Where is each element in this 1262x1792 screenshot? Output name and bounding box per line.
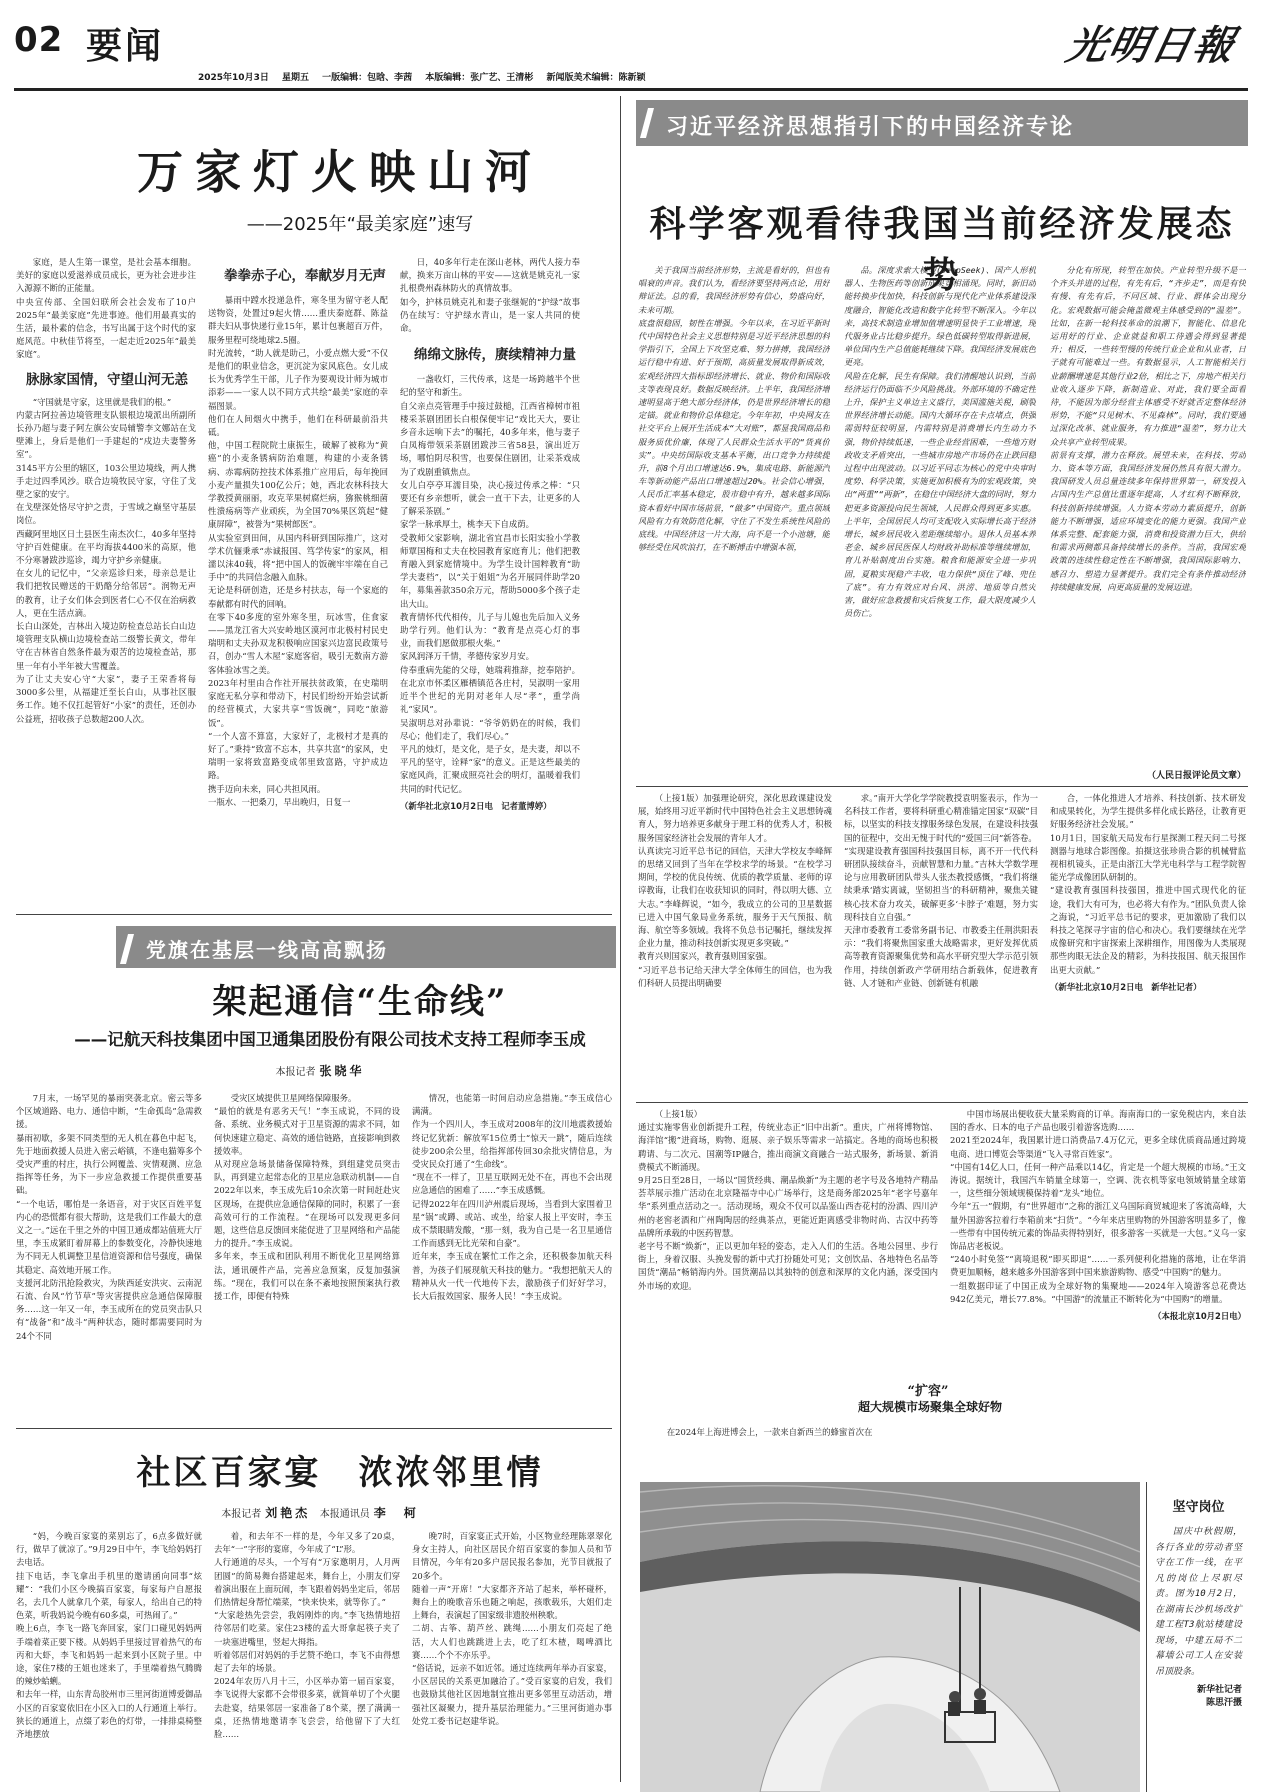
lead-subhead-3: 绵绵文脉传，赓续精神力量: [414, 347, 576, 364]
consume-credit: （本报北京10月2日电）: [1153, 1311, 1246, 1322]
lead-headline: 万家灯火映山河: [137, 145, 543, 199]
community-byline: [160, 1504, 480, 1521]
lead-subhead-1: 脉脉家国情，守望山河无恙: [26, 371, 188, 388]
community-text-1: “妈，今晚百家宴的菜别忘了，6点多做好就行，做早了就凉了。”9月29日中午，李飞给妈妈打去电话。 挂下电话，李飞拿出手机里的邀请函向同事“炫耀”：“我们小区今晚搞百家宴，每家每户自愿报名，去几个人就拿几个菜，每家人，给出自己的特色菜，听我妈说今晚有60多桌，可热闹了。” 晚上6点，李飞一路飞奔回家，家门口碰见妈妈两手端着菜正要下楼。从妈妈手里接过冒着热气的布丙和大虾，李飞和妈妈一起来到小区院子里。中途，家住7楼的王姐也迷来了，手里端着热气腾腾的辣炒蛤蜊。 和去年一样，山东青岛胶州市三里河街道博爱御品小区的百家宴依旧在小区入口的人行通道上举行。狭长的通道上，点缀了彩色的灯带，一排排桌椅整齐地摆放: [16, 1531, 202, 1740]
section-name: 要闻: [86, 25, 165, 67]
party-column-3: [412, 1092, 612, 1422]
consume-column-1: [638, 1108, 938, 1370]
lead-column-3: [400, 256, 580, 908]
community-column-1: [16, 1530, 202, 1788]
mid-column-1: [638, 792, 832, 1096]
editors-page: 本版编辑：张广艺、王清彬: [425, 73, 534, 83]
lead-column-2: [208, 256, 388, 908]
consume-text-2: 中国市场展出便收获大量采购商的订单。海南海口的一家免税店内，来自法国的香水、日本的电子产品也吸引着游客选购…… 2021至2024年，我国累计进口消费品7.4万亿元，更多全球优质商品通过跨境电商、进口博览会等渠道“飞入寻常百姓家”。 “中国有14亿人口，任何一种产品乘以14亿，肯定是一个超大规模的市场。”王文涛说。据统计，我国汽车销量全球第一，空调、洗衣机等家电领域销量全球第一，这些细分领域规模保持着“龙头”地位。 今年“五一”假期，有“世界超市”之称的浙江义乌国际商贸城迎来了客流高峰，大量外国游客拉着行李箱前来“扫货”。“今年来店里购物的外国游客明显多了，像一些带有中国传统元素的饰品卖得特别好，很多游客一买就是一大包。”义乌一家饰品店老板说。 “240小时免签”“离境退税”即买即退”……一系列便利化措施的落地，让在华消费更加顺畅，越来越多外国游客到中国来旅游购物、感受“中国购”的魅力。 一组数据印证了中国正成为全球好物的集聚地——2024年入境游客总花费达942亿美元，增长77.8%。“中国游”的流量正不断转化为“中国购”的增量。: [950, 1109, 1246, 1304]
photo-credit: [1155, 1684, 1242, 1710]
divider-mid: [636, 1102, 1248, 1103]
party-byline: [220, 1062, 420, 1079]
header-meta: [198, 70, 645, 83]
mid-credit: （新华社北京10月2日电 新华社记者）: [1050, 981, 1202, 992]
community-headline: 社区百家宴 浓浓邻里情: [136, 1453, 544, 1493]
econ-column-1: [638, 264, 830, 780]
party-text-2: 受灾区域提供卫星网络保障服务。 “最怕的就是有恶劣天气！”李玉成说，不同的设备、系统、业务模式对于卫星资源的需求不同，如何快速建立稳定、高效的通信链路，直接影响到救援效率。 从对现应急场景储备保障特殊，到组建党员突击队，再到建立起常态化的卫星应急联动机制——自2022年以来，李玉成先后10余次第一时间赶赴灾区现场，在提供应急通信保障的同时，积累了一套高效可行的工作流程。“在现场可以发现更多问题，这些信息反馈回来能促进了卫星网络和产品能力的提升。”李玉成说。 多年来，李玉成和团队利用不断优化卫星网络算法，通讯硬件产品，完善应急预案，反复加强演练。“现在，我们可以在条不紊地按照预案执行救援工作，即便有特殊: [214, 1093, 400, 1302]
mid-text-3: 合，一体化推进人才培养、科技创新、技术研发和成果转化，为学生提供多样化成长路径，让教育更好服务经济社会发展。” 10月1日，国家航天局发布行星探测工程天问二号探测器与地球合影图像。拍摄这张珍贵合影的机械臂监视相机镜头，正是由浙江大学光电科学与工程学院智能光学成像团队研制的。 “建设教育强国科技强国，推进中国式现代化的征途，我们大有可为，也必将大有作为。”团队负责人徐之海说，“习近平总书记的要求，更加激励了我们以科技之笔探寻宇宙的信心和决心。我们要继续在光学成像研究和宇宙探索上深耕细作，用图像为人类展现那些肉眼无法企及的精彩，为科技报国、航天报国作出更大贡献。”: [1050, 793, 1246, 975]
community-column-3: [412, 1530, 612, 1788]
photo-credit-agency: 新华社记者: [1196, 1685, 1242, 1695]
byline-label: 本报记者: [275, 1067, 316, 1078]
header-rule: [14, 88, 1248, 91]
community-text-3: 晚7时，百家宴正式开始，小区物业经理陈翠翠化身女主持人，向社区居民介绍百家宴的参加人员和节目情况，今年有20多户居民报名参加，光节目就报了20多个。 随着一声“开席！”大家都齐齐站了起来，举杯碰杯，舞台上的晚歌音乐也随之响起，孩歌载乐，大姐们走上舞台，表演起了国家级非遗胶州秧歌。 二胡、古筝、葫芦丝、跳绳……小朋友们亮起了绝活，大人们也跳跳进上去，吃了红木楂，喝啤酒比赛……个个不亦乐乎。 “俗话说，远亲不如近邻。通过连续两年举办百家宴，小区居民的关系更加融洽了。”受百家宴的启发，我们也鼓励其他社区因地制宜推出更多邻里互动活动，增强社区凝聚力，提升基层治理能力。”三里河街道办事处党工委书记赵建华说。: [412, 1531, 612, 1726]
mid-text-2: 求。”南开大学化学学院教授袁明鉴表示，作为一名科技工作者，要将科研重心精准锚定国家“双碳”目标，以坚实的科技支撑服务绿色发展，在建设科技强国的征程中，交出无愧于时代的“爱国三问”新答卷。 “实现建设教育强国科技强国目标，离不开一代代科研团队接续奋斗，贡献智慧和力量。”吉林大学数学理论与应用教研团队带头人张杰教授感慨，“我们将继续秉承‘踏实离诚，坚韧担当’的科研精神，聚焦关键核心技术奋力攻关，破解更多‘卡脖子’难题，努力实现科技自立自强。” 天津市委教育工委常务副书记、市教委主任荆洪阳表示：“我们将聚焦国家重大战略需求，更好发挥优质高等教育资源聚集优势和高水平研究型大学示范引领作用，持续创新政产学研用结合新载体，促进教育链、人才链和产业链、创新链有机融: [844, 793, 1038, 988]
econ-column-3: [1050, 264, 1246, 764]
lead-text-3b: 一盏收灯，三代传承，这是一场跨越半个世纪的坚守和新生。 自父亲点亮管理手中接过鼓槌，江西省樟树市祖楼采茶剧团团长白根保便牢记“戏比天大，要让乡音永远响下去”的嘱托，40多年来，他与妻子白凤梅带领采茶剧团跋涉三省58县，演出近万场，哪怕阴尽积雪，也要保住剧团，让采茶戏成为了戏剧重镇焦点。 女儿白亭亭耳濡目染，决心接过传承之棒：“只要还有乡亲想听，就会一直干下去，让更多的人了解采茶剧。” 家学一脉承厚土，桃李天下自成荫。 受教师父家影响，湖北省宜昌市长阳实验小学教师覃国梅和丈夫在校园教育家庭育儿；他们把教育融入到家庭情境中。为学生设计国粹教育“助学夫妻档”，以“关于姐姐”为名开展同伴助学20年，募集善款350余万元，帮助5000多个孩子走出大山。 教育情怀代代相传，儿子与儿媳也先后加入义务助学行列。他们认为：“教育是点亮心灯的事业，而我们愿做那根火柴。” 家风润泽万千情，孝德传家岁月安。 侍奉重病先能的父母，她瑞莉推辞，挖奉陪护。在北京市怀柔区雁栖镇范各庄村，吴淑明一家用近半个世纪的光阴对老年人尽“孝”，重学尚礼“家风”。 吴淑明总对孙辈说：“爷爷奶奶在的时候，我们尽心；他们走了，我们尽心。” 平凡的烛灯，是文化，是子女，是夫妻，却以不平凡的坚守，诠释“家”的意义。正是这些最美的家庭风尚，汇聚成照亮社会的明灯，温暖着我们共同的时代记忆。: [400, 374, 580, 794]
econ-banner: 习近平经济思想指引下的中国经济专论: [636, 100, 1248, 146]
lead-subheadline: ——2025年“最美家庭”速写: [246, 214, 474, 235]
econ-text-3: 分化有所现，转型在加快。产业转型升级不是一个齐头并进的过程，有先有后，“齐步走”，而是有快有慢、有先有后，不同区域、行业、群体会出现分化。宏观数据可能会掩盖微观主体感受到的“温差”。比如，在新一轮科技革命的浪潮下，智能化、信息化运用好的行业、企业就益和职工待遇会得到显著提升；相反，一些转型慢的传统行业企业和从业者，日子就有可能难过一些。有数据显示，人工智能相关行业薪酬增速是其他行业2倍，相比之下，房地产相关行业收入逐步下降，新制造业、对此，我们要全面看待，不能因为部分经营主体感受不好就否定整体经济形势，不能“只见树木、不见森林”。同时，我们要通过深化改革、就业服务，有力推进“温差”，努力让大众共享产业转型成果。 前景有支撑，潜力在释放。展望未来，在科技、劳动力、资本等方面，我国经济发展仍然具有很大潜力。我国研发人员总量连续多年保持世界第一，研发投入占国内生产总值比重逐年提高，人才红利不断释放，科技创新持续增强。人力资本劳动力素质提升，创新能力不断增强，适应环境变化的能力更强。我国产业体系完整、配套能力强，消费和投资潜力巨大，供给和需求两侧都具备持续增长的条件。当前，我国宏观政策的连续性稳定性在不断增强，我国国际影响力、感召力、塑造力显著提升。我们完全有条件推动经济持续健康发展，向更高质量的发展迈进。: [1050, 265, 1246, 592]
byline-label: 本报记者: [221, 1509, 262, 1520]
lead-text-3: 日，40多年行走在深山老林，两代人接力奉献，换来万亩山林的平安——这就是姚克礼一家扎根费州森林防火的真情故事。 如今，护林员姚克礼和妻子张继妮的“护绿”故事仍在续写：守护绿水青山，是一家人共同的使命。: [400, 257, 580, 334]
econ-text-1: 关于我国当前经济形势，主流是看好的，但也有唱衰的声音。我们认为，看经济要坚持两点论，用好辩证法。总的看，我国经济形势有信心，势盛向好，未来可期。 底盘很稳固，韧性在增强。今年以来，在习近平新时代中国特色社会主义思想特别是习近平经济思想的科学指引下，全国上下攻坚克难、努力拼搏，我国经济运行稳中有进、好于预期，高质量发展取得新成效，宏观经济四大指标即经济增长、就业、物价和国际收支等表现良好。数据反映经济。上半年，我国经济增速明显高于绝大部分经济体，仍是世界经济增长的稳定锚。就业和物价总体稳定。今年年初，中央网友在社交平台上展开生活成本“大对账”，都显我国商品和服务质优价廉，体现了人民群众生活水平的“货真价实”。中央纺国际收支基本平衡，出口竞争力持续提升，前8个月出口增速达6.9%，集成电路、新能源汽车等新动能产品出口增速超过20%。社会信心增强，人民币汇率基本稳定，股市稳中有升，越来越多国际资本看好中国市场前景，“做多”中国资产。重点领域风险有力有效防范化解，守住了不发生系统性风险的底线。中国经济这一片大海，向不是一个小池塘，能够经受住风吹浪打，在不断搏击中增强本领，: [638, 265, 830, 553]
lead-text-2: 暴雨中蹚水投递急件，寒冬里为留守老人配送物资，处置过9起火情……重庆秦庭群、陈益群夫妇从事快递行业15年，累计包裹超百万件，服务里程可绕地球2.5圈。 时光流转，“助人就是助己，小爱点燃大爱”不仅是他们的职业信念，更沉淀为家风底色。女儿成长为优秀学生干部，儿子作为要观设计师为城市添彩——一家人以不同方式共绘“最美”家庭的幸福图景。 他们在人间烟火中携手，他们在科研最前沿共砥。 他，中国工程院院士康振生，破解了被称为“黄癌”的小麦条锈病防治难题，构建的小麦条锈病、赤霉病防控技术体系推广应用后，每年挽回小麦产量损失100亿公斤；她，西北农林科技大学教授黄丽丽，攻克苹果树腐烂病，猕猴桃细菌性溃疡病等产业顽疾，为全国70%果区筑起“健康屏障”，被誉为“果树郎医”。 从实验室到田间，从国内科研到国际推广，这对学术伉俪秉承“赤诚报国、笃学传家”的家风，相濡以沫40载，将“把中国人的饭碗牢牢端在自己手中”的共同信念融入血脉。 无论是科研创造，还是乡村扶志，每一个家庭的奉献都有时代的回响。 在零下40多度的室外寒冬里，玩冰雪，住食家——黑龙江省大兴安岭地区漠河市北极村村民史瑞明和丈夫孙双龙积极响应国家兴边富民政策号召，创办“雪人木屋”家庭客宿，吸引无数南方游客体验冰雪之美。 2023年村里由合作社开展扶贫政策，在史瑞明家庭无私分享和带动下，村民们纷纷开始尝试新的经营模式，大家共享“雪饭碗”，同吃“旅游饭”。 “一个人富不算富，大家好了，北极村才是真的好了。”秉持“致富不忘本，共享共富”的家风，史瑞明一家将致富路变成邻里致富路，守护成边路。 携手迈向未来，同心共担风雨。 一瓶水、一把桑刀，早出晚归，日复一: [208, 295, 388, 807]
lead-text-1: “守国就是守家，这里就是我们的根。” 内蒙古阿拉善边境管理支队银根边境派出所副所长孙乃超与妻子阿左旗公安局辅警李文娜站在戈壁滩上，身后是他们一手建起的“戍边夫妻警务室”。 3145平方公里的辖区，103公里边境线，两人携手走过四季风沙。联合边境牧民守家，守住了戈壁之家的安宁。 在戈壁深处恪尽守护之责，于雪域之巅坚守基层岗位。 西藏阿里地区日土县医生南杰次仁，40多年坚持守护百姓健康。在平均海拔4400米的高原，他不分寒暑跋涉巡诊，竭力守护乡亲健康。 在女儿的记忆中，“父亲巡诊归来，母亲总是让我们把牧民赠送的干奶酪分给邻居”。润物无声的教育，让子女们体会到医者仁心不仅在治病救人，更在生活点滴。 长白山深处，吉林出入境边防检查总站长白山边境管理支队横山边境检查站二级警长黄文，带年守在吉林省自然条件最为艰苦的边境检查站，那里一年有小半年被大雪覆盖。 为了让丈夫安心守“大家”，妻子王荣香将每3000多公里，从福建迁至长白山，从事社区服务工作。她不仅扛起管好“小家”的责任，还创办公益班，招收孩子总数超200人次。: [16, 396, 196, 724]
econ-headline: 科学客观看待我国当前经济发展态势: [649, 204, 1235, 296]
lead-credit: （新华社北京10月2日电 记者董博婷）: [400, 800, 552, 811]
party-subheadline: ——记航天科技集团中国卫通集团股份有限公司技术支持工程师李玉成: [74, 1030, 586, 1049]
econ-credit: （人民日报评论员文章）: [1146, 771, 1246, 781]
editors-front: 一版编辑：包晗、李茜: [322, 73, 413, 83]
photo-caption: [1146, 1482, 1248, 1792]
divider-econ: [636, 786, 1248, 787]
community-text-2: 着，和去年不一样的是，今年又多了20桌，去年“一”字形的宴席，今年成了“L”形。 人行通道的尽头，一个写有“万家邀明月，人月两团圆”的简易舞台搭建起来，舞台上，小朋友们穿着演出服在上面玩闹，李飞跟着妈妈坐定后，邻居们热情起身帮忙端菜，“快来快来，就等你了。” “大家趁热先尝尝，我妈刚炸的肉。”李飞热情地招待邻居们吃菜。家住23楼的孟大哥拿起筷子夹了一块塞进嘴里，竖起大拇指。 听着邻居们对妈妈的手艺赞不绝口，李飞不由得想起了去年的场景。 2024年农历八月十三，小区举办第一届百家宴，李飞说得大家都不会带很多菜，就简单切了个火腿去赴宴，结果邻居一家准备了8个菜，摆了满满一桌，还热情地邀请李飞尝尝，给他留下了大红脸……: [214, 1531, 400, 1740]
community-column-2: [214, 1530, 400, 1788]
consume-pull-title: “扩容”: [907, 1384, 949, 1399]
byline-name: 李 柯: [373, 1506, 419, 1520]
consume-tail: 在2024年上海进博会上，一款来自新西兰的蜂蜜首次在: [666, 1427, 873, 1437]
divider-party: [16, 1428, 612, 1429]
party-column-2: [214, 1092, 400, 1422]
divider-lead: [16, 914, 612, 915]
mid-text-1: （上接1版）加强理论研究，深化思政课建设发展，始终用习近平新时代中国特色社会主义思想铸魂育人，努力培养更多献身于理工科的优秀人才，积极服务国家经济社会发展的青年人才。 认真读完习近平总书记的回信，天津大学校友李峰辉的思绪又回到了当年在学校求学的场景。“在校学习期间，学校的优良传统、优质的教学质量、老师的谆谆教诲，让我们在收获知识的同时，得以明大德、立大志。”李峰辉说，“如今，我成立的公司的卫星数据已进入中国气象局业务系统，服务于天气预报、航海、航空等多领域。我将不负总书记嘱托，继续发挥企业力量，推动科技创新实现更多突破。” 教育兴则国家兴，教育强则国家强。 “习近平总书记给天津大学全体师生的回信，也为我们科研人员提出明确要: [638, 793, 832, 988]
party-headline: 架起通信“生命线”: [212, 982, 508, 1022]
party-text-3: 情况，也能第一时间启动应急措施。”李玉成信心满满。 作为一个四川人，李玉成对2008年的汶川地震救援始终记忆犹新：解放军15位勇士“惊天一跳”，随后连续徒步200余公里，给指挥部传回30余批灾情信息，为受灾民众打通了“生命线”。 “现在不一样了，卫星互联网无处不在，再也不会出现应急通信的困难了……”李玉成感慨。 记得2022年在四川泸州震后现场，当看到大家围着卫星“锅”或蹲、或站、或坐，给家人报上平安时，李玉成不禁眼睛发酸，“那一刻，我为自己是一名卫星通信工作而感到无比光荣和自豪”。 近年来，李玉成在繁忙工作之余，还积极参加航天科普，为孩子们展现航天科技的魅力。“我想把航天人的精神从火一代一代地传下去，激励孩子们好好学习，长大后报效国家、服务人民！”李玉成说。: [412, 1093, 612, 1302]
newspaper-logo: 光明日報: [1062, 22, 1241, 69]
mid-column-2: [844, 792, 1038, 1096]
page-number: 02: [14, 20, 64, 60]
party-column-1: [16, 1092, 202, 1422]
issue-weekday: 星期五: [281, 73, 309, 83]
econ-text-2: 品。深度求索大模型(DeepSeek)、国产人形机器人、生物医药等创新成果竞相涌现。同时，新旧动能转换步伐加快，科技创新与现代化产业体系建设深度融合，智能化改造和数字化转型不断深入。今年以来，高技术制造业增加值增速明显快于工业增速，现代服务业占比稳步提升。绿色低碳转型取得新进展，单位国内生产总值能耗继续下降。我国经济发展底色更亮。 风险在化解，民生有保障。我们清醒地认识到，当前经济运行仍面临不少风险挑战。外部环境的不确定性上升，保护主义单边主义盛行，美国滥施关税，刷裂世界经济增长动能。国内大循环存在卡点堵点，供强需弱特征较明显，内需特别是消费增长内生动力不强，物价持续低迷，一些企业经营困难，一些地方财政收支矛盾突出，一些城市房地产市场仍在止跌回稳过程中出现波动。以习近平同志为核心的党中央审时度势、科学决策，实施更加积极有为的宏观政策，突出“两重”“两新”，在稳住中国经济大盘的同时，努力把更多资源投向民生领域，人民群众得到更多实惠。上半年，全国居民人均可支配收入实际增长高于经济增长，城乡居民收入差距继续缩小。退休人员基本养老金、城乡居民医保人均财政补助标准等继续增加，育儿补贴制度出台实施。粮食和能源安全进一步巩固，夏粮实现稳产丰收，电力保供“顶住了峰、兜住了底”。有力有效应对台风、洪涝、地质等自然灾害，做好应急救援和灾后恢复工作，最大限度减少人员伤亡。: [844, 265, 1036, 619]
news-photo: [640, 1482, 1140, 1792]
column-divider: [620, 96, 621, 1782]
caption-body: 国庆中秋假期，各行各业的劳动者坚守在工作一线，在平凡的岗位上尽职尽责。图为10月2日，在湖南长沙机场改扩建工程T3航站楼建设现场，中建五局不二幕墙公司工人在安装吊顶股条。: [1155, 1527, 1242, 1677]
lead-subhead-2: 拳拳赤子心，奉献岁月无声: [224, 268, 386, 284]
lead-intro: 家庭，是人生第一课堂，是社会基本细胞。美好的家庭以爱滋养成员成长，更为社会进步注入源源不断的正能量。 中央宣传部、全国妇联所会社会发布了10户2025年“最美家庭”先进事迹。他们用最真实的生活，最朴素的信念，书写出属于这个时代的家庭风范。中秋佳节将至，一起走近2025年“最美家庭”。: [16, 257, 196, 360]
photo-illustration: [640, 1482, 1140, 1792]
photo-credit-name: 陈思汗摄: [1205, 1698, 1242, 1708]
consume-pull-subtitle: 超大规模市场聚集全球好物: [857, 1400, 1002, 1414]
issue-date: 2025年10月3日: [198, 73, 269, 83]
party-text-1: 7月末，一场罕见的暴雨突袭北京。密云等多个区域道路、电力、通信中断，“生命孤岛”急需救援。 暴雨初歇，多架不同类型的无人机在暮色中起飞，先于地面救援人员进入密云峪镇，不逢电猫筹多个受灾严重的村庄，执行公网覆盖、灾情观测、应急指挥等任务，为下一步应急救援工作提供重要基础。 “一个电话，哪怕是一条语音，对于灾区百姓平复内心的恐慌都有很大帮助，这是我们工作最大的意义之一。”远在千里之外的中国卫通成都站值班大厅里，李玉成紧盯着屏幕上的参数变化，冷静快速地为不同无人机调整卫星信道资源和信号强度，确保其稳定、高效地开展工作。 支援河北防汛抢险救灾，为陕西延安洪灾、云南泥石流、台风“竹节草”等灾害提供应急通信保障服务……这一年又一年，李玉成所在的党员突击队只有“战备”和“战斗”两种状态，随时都需要同时为24个不同: [16, 1093, 202, 1341]
byline-name: 刘艳杰: [265, 1506, 311, 1520]
mid-column-3: [1050, 792, 1246, 1096]
byline-label: 本报通讯员: [319, 1509, 370, 1520]
lead-column-1: [16, 256, 196, 908]
page-header: [0, 0, 1262, 94]
party-banner: 党旗在基层一线高高飘扬: [116, 926, 616, 968]
econ-column-2: [844, 264, 1036, 780]
byline-name: 张晓华: [319, 1064, 365, 1078]
caption-title: 坚守岗位: [1172, 1500, 1225, 1515]
art-editor: 新闻版美术编辑：陈新颖: [546, 73, 646, 83]
consume-text-1: （上接1版） 通过实施零售业创新提升工程，传统业态正“旧中出新”。重庆，广州将博物馆、海洋馆“搬”进商场，购物、逛展、亲子娱乐等需求一站搞定。各地的商场也积极聘请、与二次元、国潮等IP融合，推出商演文商融合一站式服务，新场景、新消费模式不断涌现。 9月25日至28日，一场以“国货经典、潮品焕新”为主题的老字号及各地特产精品荟萃展示推广活动在北京隆福寺中心广场举行，这是商务部2025年“老字号嘉年华”系列重点活动之一。活动现场，观众不仅可以品鉴山西杏花村的汾酒、四川泸州的老窖老酒和广州陶陶居的经典茶点，更能近距离感受非物时尚、古汉中药等品牌所承载的中医药智慧。 老字号不断“焕新”，正以更加年轻的姿态，走入人们的生活。各地公园里、步行街上，身着汉服、头挽发髻的新中式打扮随处可见；文创饮品、各地特色名品等国货“潮品”畅销海内外。国货潮品以其独特的创意和深厚的文化内涵，深受国内外市场的欢迎。: [638, 1109, 938, 1291]
